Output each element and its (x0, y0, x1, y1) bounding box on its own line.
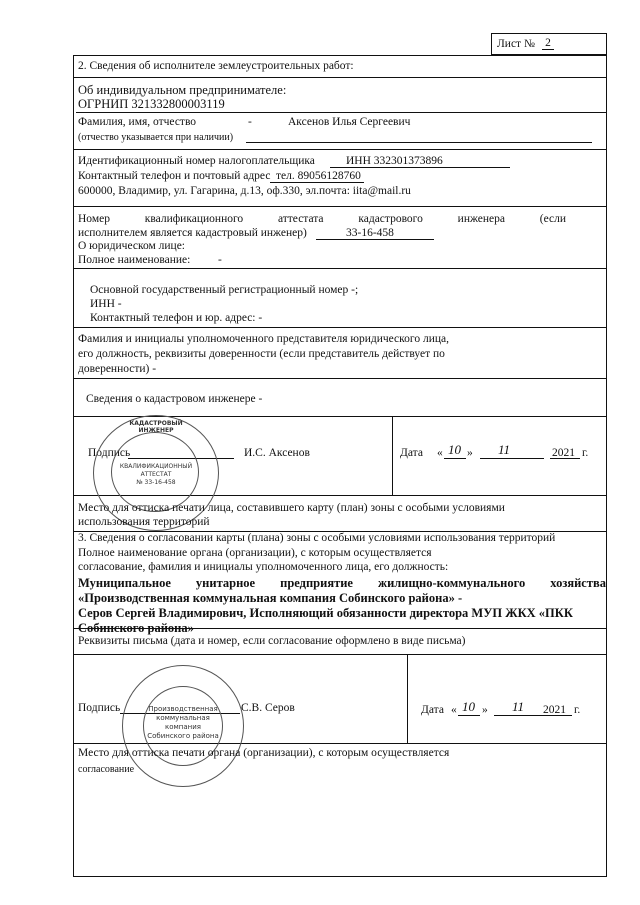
sign-label-2: Подпись (78, 702, 121, 714)
stamp2-center4: Собинского района (147, 732, 219, 740)
stamp2-center2: коммунальная (156, 714, 210, 722)
organization-stamp (122, 665, 244, 787)
letter-details: Реквизиты письма (дата и номер, если согласование оформлено в виде письма) (78, 635, 466, 647)
date-month-1: 11 (498, 442, 511, 457)
org-line1: Полное наименование органа (организации), с которым осуществляется (78, 547, 432, 559)
date-open-1: « (437, 447, 443, 459)
section3-title: 3. Сведения о согласовании карты (плана) зоны с особыми условиями использования территорий (78, 532, 556, 544)
date-label-1: Дата (400, 447, 423, 459)
fio-value: Аксенов Илья Сергеевич (288, 116, 411, 128)
date-month-2: 11 (512, 699, 525, 714)
section2-title: 2. Сведения об исполнителе землеустроительных работ: (78, 60, 354, 72)
stamp-center3: № 33-16-458 (136, 479, 176, 486)
inn-legal: ИНН - (90, 298, 122, 310)
org-bold4: Собинского района» (78, 621, 194, 635)
phone-value: тел. 89056128760 (276, 170, 361, 182)
contact-label: Контактный телефон и почтовый адрес (78, 170, 271, 182)
stamp-line2: использования территорий (78, 516, 210, 528)
inn-value: ИНН 332301373896 (346, 155, 443, 167)
sheet-label: Лист № (497, 38, 535, 50)
signer-2: С.В. Серов (241, 702, 295, 714)
sheet-number: 2 (542, 37, 554, 50)
date-suffix-1: г. (582, 447, 589, 459)
stamp2-center1: Производственная (148, 705, 218, 713)
signer-1: И.С. Аксенов (244, 447, 310, 459)
legal-contact: Контактный телефон и юр. адрес: - (90, 312, 263, 324)
rep-line3: доверенности) - (78, 363, 157, 375)
stamp-center2: АТТЕСТАТ (140, 471, 172, 478)
sign-label-1: Подпись (88, 447, 131, 459)
ogrnip: ОГРНИП 321332800003119 (78, 97, 225, 111)
stamp2-center3: компания (165, 723, 201, 731)
fio-label: Фамилия, имя, отчество (78, 116, 197, 128)
ogrn-label: Основной государственный регистрационный номер -; (90, 284, 359, 296)
place-line2: согласование (78, 764, 135, 775)
stamp-line1: Место для оттиска печати лица, составившего карту (план) зоны с особыми условиями (78, 502, 505, 514)
stamp-center1: КВАЛИФИКАЦИОННЫЙ (119, 463, 193, 470)
rep-line1: Фамилия и инициалы уполномоченного представителя юридического лица, (78, 333, 449, 345)
place-line1: Место для оттиска печати органа (организации), с которым осуществляется (78, 747, 450, 759)
org-line2: согласование, фамилия и инициалы уполномоченного лица, его должность: (78, 561, 449, 573)
org-bold3: Серов Сергей Владимирович, Исполняющий обязанности директора МУП ЖКХ «ПКК (78, 606, 573, 620)
date-day-1: 10 (448, 442, 461, 457)
org-bold2: «Производственная коммунальная компания Собинского района» - (78, 591, 463, 605)
attestat-value: 33-16-458 (346, 227, 394, 239)
date-year-1: 2021 (552, 447, 575, 459)
inn-label: Идентификационный номер налогоплательщика (78, 155, 315, 167)
legal-heading: О юридическом лице: (78, 240, 185, 252)
date-close-1: » (467, 447, 473, 459)
date-year-2: 2021 (543, 704, 566, 716)
date-day-2: 10 (462, 699, 475, 714)
fio-dash: - (248, 116, 252, 128)
attestat-line2: исполнителем является кадастровый инженер) (78, 227, 307, 239)
date-close-2: » (482, 704, 488, 716)
fullname-label: Полное наименование: (78, 254, 191, 266)
stamp-top-text: КАДАСТРОВЫЙ ИНЖЕНЕР (129, 420, 183, 434)
attestat-line1: Номер квалификационного аттестата кадастрового инженера (если (78, 213, 566, 225)
rep-line2: его должность, реквизиты доверенности (если представитель действует по (78, 348, 445, 360)
cad-engineer: Сведения о кадастровом инженере - (86, 393, 263, 405)
date-suffix-2: г. (574, 704, 581, 716)
date-label-2: Дата (421, 704, 444, 716)
org-bold1: Муниципальное унитарное предприятие жилищно-коммунального хозяйства (78, 576, 606, 590)
patronymic-note: (отчество указывается при наличии) (78, 132, 234, 143)
ip-heading: Об индивидуальном предпринимателе: (78, 83, 287, 97)
address-value: 600000, Владимир, ул. Гагарина, д.13, оф.330, эл.почта: iita@mail.ru (78, 185, 411, 197)
date-open-2: « (451, 704, 457, 716)
fullname-value: - (218, 254, 222, 266)
